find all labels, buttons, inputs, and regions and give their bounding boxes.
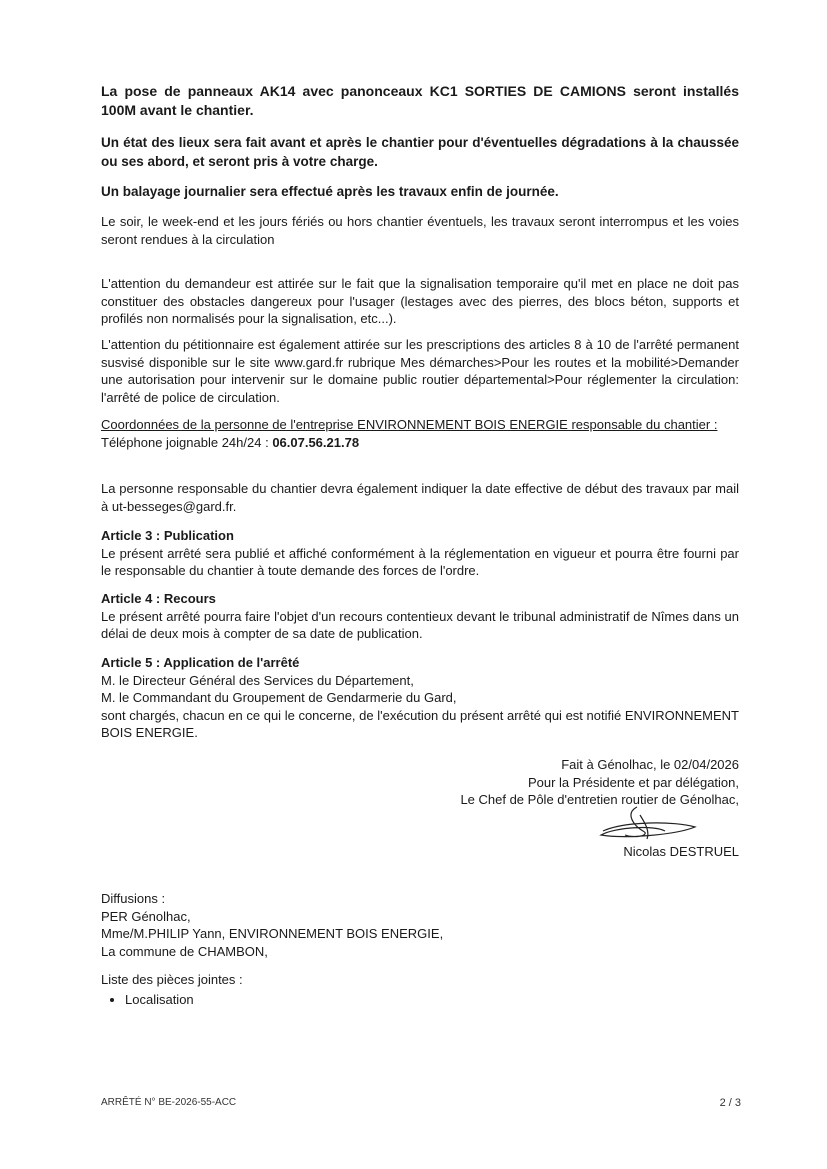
contact-notice: La personne responsable du chantier devra également indiquer la date effective de début des travaux par mail à ut-besseges@gard.fr. xyxy=(101,481,739,514)
signer-role: Le Chef de Pôle d'entretien routier de Génolhac, xyxy=(460,792,739,807)
paragraph-interruption: Le soir, le week-end et les jours fériés ou hors chantier éventuels, les travaux seront interrompus et les voies seront rendues à la circulation xyxy=(101,214,739,247)
footer-reference: ARRÊTÉ N° BE-2026-55-ACC xyxy=(101,1097,237,1108)
article-3 xyxy=(101,527,739,580)
article-title: Article 4 : Recours xyxy=(101,591,216,606)
signer-name: Nicolas DESTRUEL xyxy=(623,844,739,859)
place-date: Fait à Génolhac, le 02/04/2026 xyxy=(561,757,739,772)
diffusion-item: La commune de CHAMBON, xyxy=(101,943,268,959)
delegation: Pour la Présidente et par délégation, xyxy=(527,774,739,790)
article-title: Article 3 : Publication xyxy=(101,528,234,543)
article-text: Le présent arrêté sera publié et affiché conformément à la réglementation en vigueur et pourra être fourni par le responsable du chantier à toute demande des forces de l'ordre. xyxy=(101,545,739,578)
article-text: sont chargés, chacun en ce qui le concerne, de l'exécution du présent arrêté qui est notifié ENVIRONNEMENT BOIS ENERGIE. xyxy=(101,707,739,740)
attachment-item: • Localisation xyxy=(125,991,739,1009)
attachments-list xyxy=(101,991,739,1009)
paragraph-signalisation: L'attention du demandeur est attirée sur le fait que la signalisation temporaire qu'il met en place ne doit pas constituer des obstacles dangereux pour l'usager (lestages avec des pierres, des blocs béton, supports et profilés non normalisés pour la signalisation, etc...). xyxy=(101,276,739,326)
signature-block xyxy=(101,756,739,809)
contact-heading: Coordonnées de la personne de l'entreprise ENVIRONNEMENT BOIS ENERGIE responsable du chantier : xyxy=(101,417,718,432)
attachments-title: Liste des pièces jointes : xyxy=(101,972,243,987)
phone-label: Téléphone joignable 24h/24 : xyxy=(101,434,273,450)
diffusion-item: Mme/M.PHILIP Yann, ENVIRONNEMENT BOIS ENERGIE, xyxy=(101,926,444,941)
paragraph-sweeping: Un balayage journalier sera effectué après les travaux enfin de journée. xyxy=(101,184,559,199)
phone-number: 06.07.56.21.78 xyxy=(272,434,360,450)
article-4 xyxy=(101,590,739,643)
diffusion-item: PER Génolhac, xyxy=(101,908,191,924)
page-number: 2 / 3 xyxy=(719,1097,741,1109)
contact-block xyxy=(101,416,739,451)
attachments xyxy=(101,971,739,1008)
article-title: Article 5 : Application de l'arrêté xyxy=(101,655,300,670)
phone-line xyxy=(101,434,739,452)
article-line: M. le Commandant du Groupement de Gendarmerie du Gard, xyxy=(101,690,457,705)
diffusions-title: Diffusions : xyxy=(101,891,166,906)
diffusions xyxy=(101,890,739,960)
handwritten-signature-icon xyxy=(595,805,705,843)
paragraph-prescriptions: L'attention du pétitionnaire est également attirée sur les prescriptions des articles 8 à 10 de l'arrêté permanent susvisé disponible sur le site www.gard.fr rubrique Mes démarches>Pour les routes et la mobilité>Demander une autorisation pour intervenir sur le domaine public routier départemental>Pour réglementer la circulation: l'arrêté de police de circulation. xyxy=(101,337,739,405)
paragraph-signage: La pose de panneaux AK14 avec panonceaux KC1 SORTIES DE CAMIONS seront installés 100M avant le chantier. xyxy=(101,83,739,118)
paragraph-inspection: Un état des lieux sera fait avant et après le chantier pour d'éventuelles dégradations à la chaussée ou ses abord, et seront pris à votre charge. xyxy=(101,135,739,169)
article-5 xyxy=(101,654,739,742)
article-line: M. le Directeur Général des Services du Département, xyxy=(101,672,414,688)
article-text: Le présent arrêté pourra faire l'objet d'un recours contentieux devant le tribunal administratif de Nîmes dans un délai de deux mois à compter de sa date de publication. xyxy=(101,608,739,641)
